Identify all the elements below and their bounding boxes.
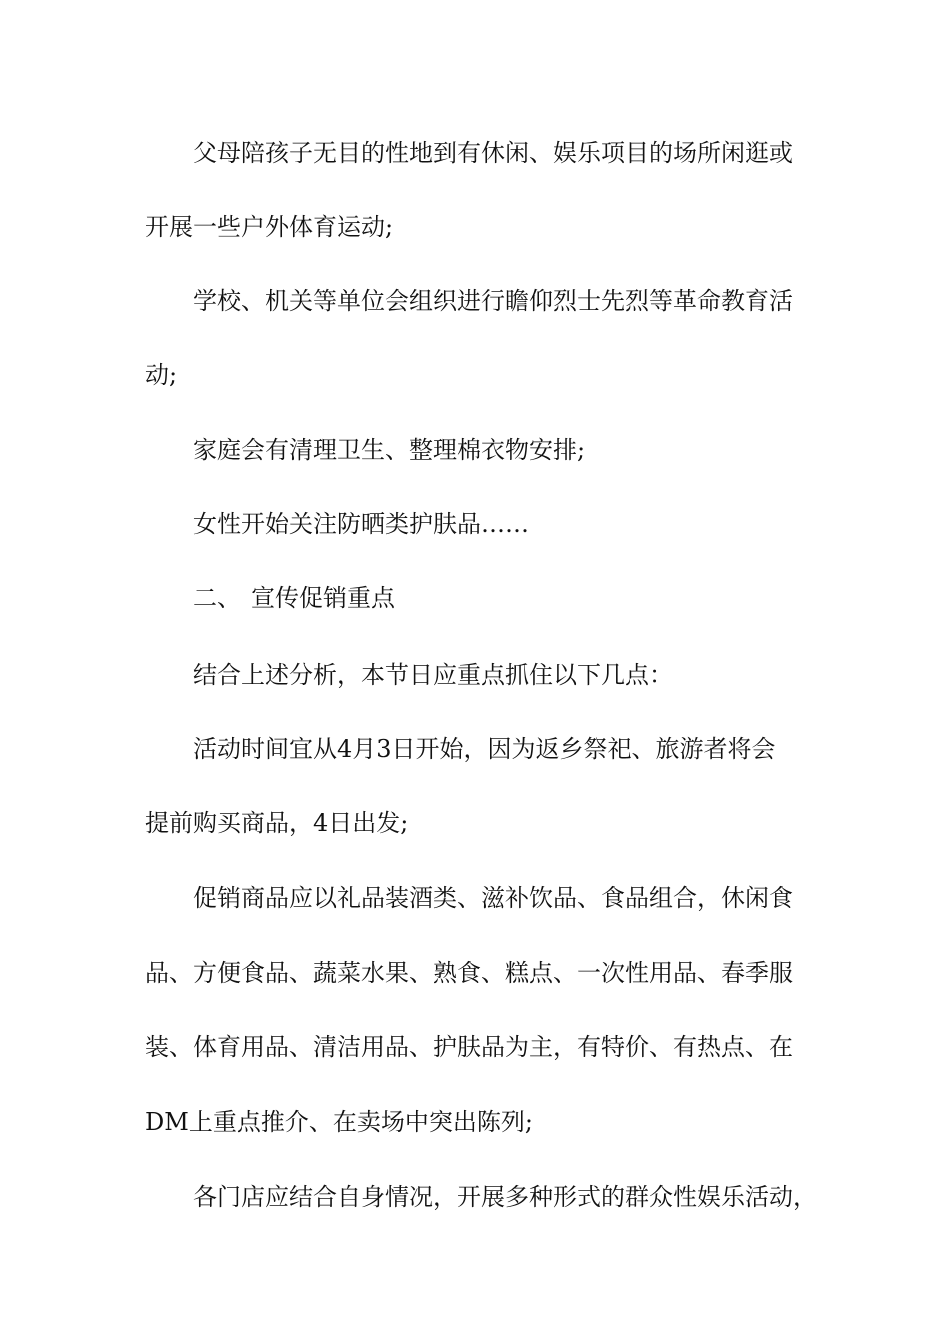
paragraph-line: 促销商品应以礼品装酒类、滋补饮品、食品组合，休闲食 bbox=[193, 884, 793, 912]
paragraph-line: 开展一些户外体育运动; bbox=[145, 213, 394, 241]
paragraph-line: 装、体育用品、清洁用品、护肤品为主，有特价、有热点、在 bbox=[145, 1033, 793, 1061]
paragraph-line: 动; bbox=[145, 361, 178, 389]
section-heading-text: 宣传促销重点 bbox=[251, 584, 395, 612]
paragraph-line: 女性开始关注防晒类护肤品…… bbox=[193, 510, 529, 538]
paragraph-line: 品、方便食品、蔬菜水果、熟食、糕点、一次性用品、春季服 bbox=[145, 959, 793, 987]
paragraph-line: 父母陪孩子无目的性地到有休闲、娱乐项目的场所闲逛或 bbox=[193, 139, 793, 167]
paragraph-line: 活动时间宜从4月3日开始，因为返乡祭祀、旅游者将会 bbox=[193, 735, 776, 763]
paragraph-line: 提前购买商品，4日出发; bbox=[145, 809, 409, 837]
section-heading bbox=[0, 578, 950, 618]
paragraph-line: 结合上述分析，本节日应重点抓住以下几点： bbox=[193, 661, 673, 689]
paragraph-line: 各门店应结合自身情况，开展多种形式的群众性娱乐活动， bbox=[193, 1183, 817, 1211]
paragraph-line: 学校、机关等单位会组织进行瞻仰烈士先烈等革命教育活 bbox=[193, 287, 793, 315]
section-heading-number: 二、 bbox=[193, 584, 241, 612]
paragraph-line: 家庭会有清理卫生、整理棉衣物安排; bbox=[193, 436, 586, 464]
paragraph-line: DM上重点推介、在卖场中突出陈列; bbox=[145, 1108, 533, 1136]
